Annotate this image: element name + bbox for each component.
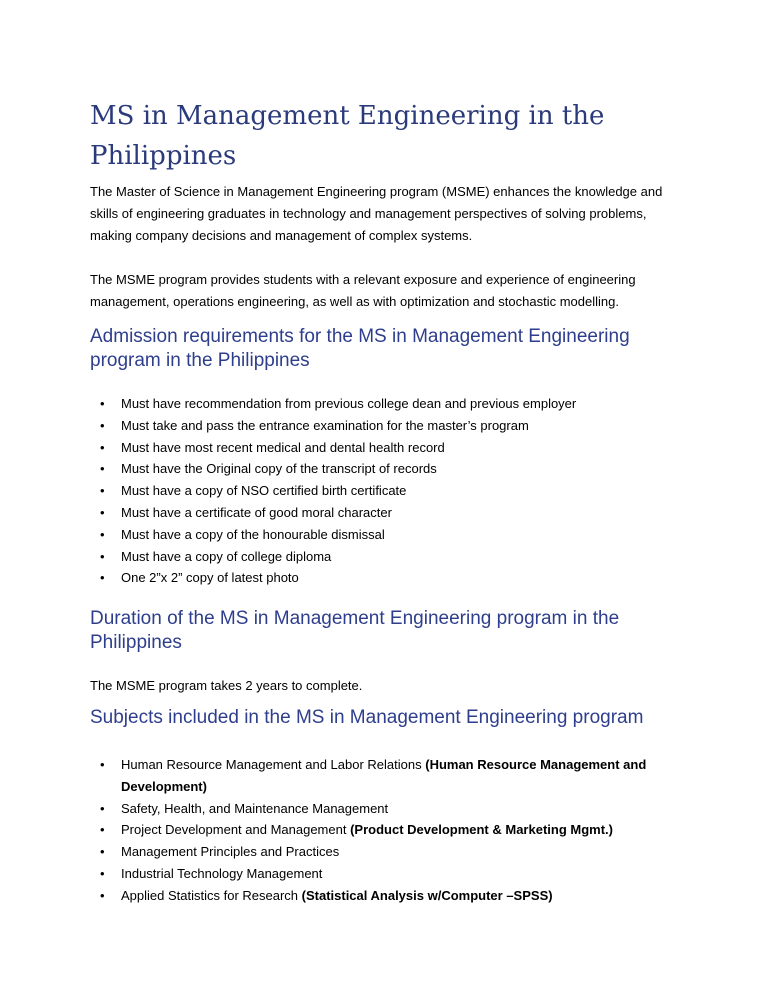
admission-heading: Admission requirements for the MS in Management Engineering program in the Philippines — [90, 326, 630, 371]
bullet-icon: • — [100, 504, 105, 520]
list-item-text: Must have recommendation from previous college dean and previous employer — [121, 396, 577, 411]
subject-name: Management Principles and Practices — [121, 844, 340, 860]
bullet-icon: • — [100, 844, 105, 860]
intro-paragraph-2: The MSME program provides students with a relevant exposure and experience of engineering management, operations engineering, as well as with optimization and stochastic modelling. — [90, 272, 636, 309]
bullet-icon: • — [100, 800, 105, 816]
list-item-text: Must have a copy of the honourable dismissal — [121, 526, 385, 542]
bullet-icon: • — [100, 483, 105, 499]
bullet-icon: • — [100, 570, 105, 586]
bullet-icon: • — [100, 822, 105, 838]
list-item — [90, 524, 690, 546]
list-item — [90, 546, 690, 568]
bullet-icon: • — [100, 548, 105, 564]
list-item-text: One 2”x 2” copy of latest photo — [121, 570, 299, 586]
subject-name: Safety, Health, and Maintenance Management — [121, 800, 389, 816]
admission-list — [90, 393, 690, 589]
list-item-text: Must have a certificate of good moral character — [121, 504, 392, 520]
list-item — [90, 437, 690, 459]
bullet-icon: • — [100, 417, 105, 433]
list-item — [90, 819, 690, 841]
duration-text: The MSME program takes 2 years to complete. — [90, 678, 363, 693]
bullet-icon: • — [100, 526, 105, 542]
list-item — [90, 480, 690, 502]
subject-note: (Statistical Analysis w/Computer –SPSS) — [301, 887, 553, 903]
subjects-list — [90, 754, 690, 907]
duration-heading: Duration of the MS in Management Engineering program in the Philippines — [90, 608, 620, 653]
list-item-text: Must take and pass the entrance examination for the master’s program — [121, 417, 529, 433]
subject-note: (Product Development & Marketing Mgmt.) — [350, 822, 613, 838]
list-item — [90, 458, 690, 480]
list-item-text: Must have the Original copy of the transcript of records — [121, 461, 437, 477]
bullet-icon: • — [100, 757, 105, 772]
subjects-heading: Subjects included in the MS in Management Engineering program — [90, 707, 644, 728]
subject-name: Industrial Technology Management — [121, 865, 323, 881]
list-item — [90, 798, 690, 820]
list-item — [90, 502, 690, 524]
list-item-text: Must have most recent medical and dental health record — [121, 439, 445, 455]
bullet-icon: • — [100, 461, 105, 477]
list-item — [90, 754, 690, 798]
subject-name: Applied Statistics for Research — [121, 887, 302, 903]
intro-paragraph-1: The Master of Science in Management Engineering program (MSME) enhances the knowledge and skills of engineering graduates in technology and management perspectives of solving problems, making company decisions and management of complex systems. — [90, 184, 663, 243]
list-item — [90, 393, 690, 415]
bullet-icon: • — [100, 887, 105, 903]
list-item — [90, 841, 690, 863]
list-item-text: Must have a copy of college diploma — [121, 548, 332, 564]
list-item — [90, 885, 690, 907]
list-item — [90, 567, 690, 589]
list-item — [90, 415, 690, 437]
subject-name: Project Development and Management — [121, 822, 351, 838]
page-title: MS in Management Engineering in the Philippines — [90, 101, 605, 171]
subject-note: (Human Resource Management and Development) — [121, 757, 647, 794]
bullet-icon: • — [100, 396, 105, 411]
list-item-text: Must have a copy of NSO certified birth certificate — [121, 483, 407, 499]
list-item — [90, 863, 690, 885]
bullet-icon: • — [100, 439, 105, 455]
bullet-icon: • — [100, 865, 105, 881]
subject-name: Human Resource Management and Labor Relations — [121, 757, 426, 772]
